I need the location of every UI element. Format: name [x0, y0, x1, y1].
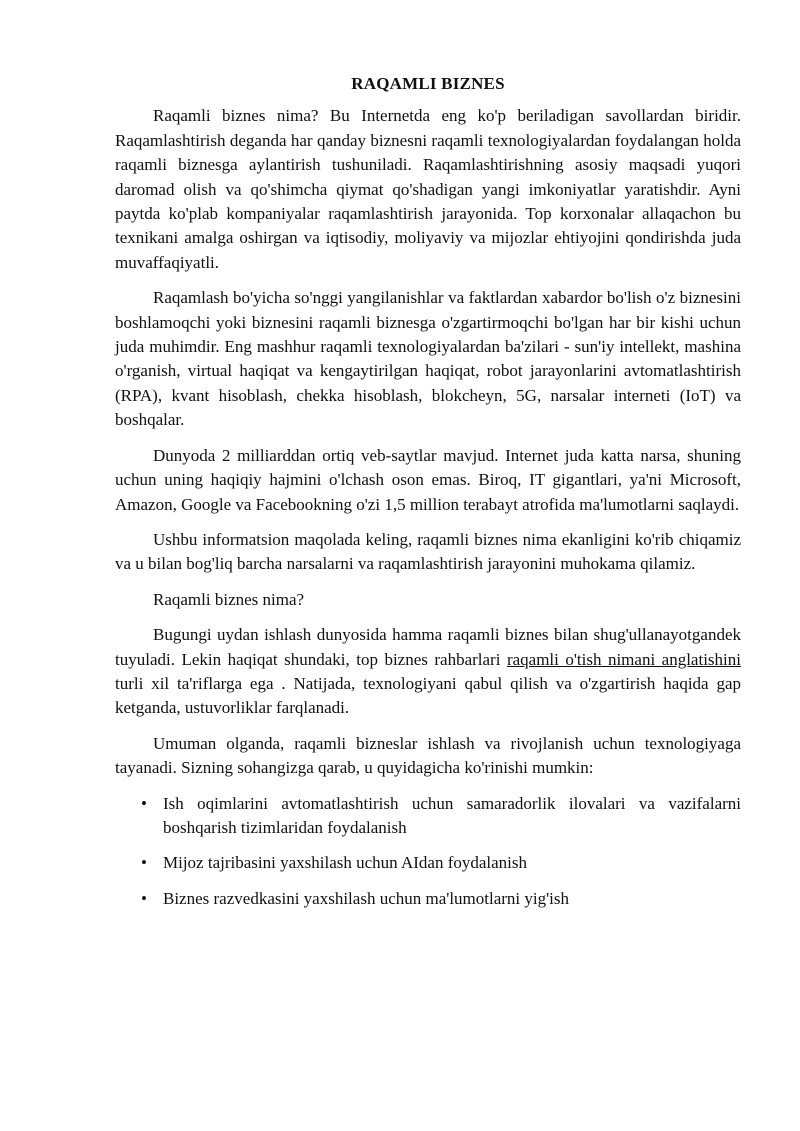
paragraph-intro: Raqamli biznes nima? Bu Internetda eng ko'p beriladigan savollardan biridir. Raqamlashtirish deganda har qanday biznesni raqamli texnologiyalardan foydalangan holda raqamli biznesga aylantirish tushuniladi. Raqamlashtirishning asosiy maqsadi yuqori daromad olish va qo'shimcha qiymat qo'shadigan yangi imkoniyatlar yaratishdir. Ayni paytda ko'plab kompaniyalar raqamlashtirish jarayonida. Top korxonalar allaqachon bu texnikani amalga oshirgan va iqtisodiy, moliyaviy va mijozlar ehtiyojini qondirishda juda muvaffaqiyatli.: [115, 106, 741, 272]
paragraph-technologies: Raqamlash bo'yicha so'nggi yangilanishlar va faktlardan xabardor bo'lish o'z biznesini boshlamoqchi yoki biznesini raqamli biznesga o'zgartirmoqchi bo'lgan har bir kishi uchun juda muhimdir. Eng mashhur raqamli texnologiyalardan ba'zilari - sun'iy intellekt, mashina o'rganish, virtual haqiqat va kengaytirilgan haqiqat, robot jarayonlarini avtomatlashtirish (RPA), kvant hisoblash, chekka hisoblash, blokcheyn, 5G, narsalar interneti (IoT) va boshqalar.: [115, 288, 741, 430]
paragraph-text-before-link: Bugungi uydan ishlash dunyosida hamma raqamli biznes bilan shug'ullanayotgandek tuyuladi. Lekin haqiqat shundaki, top biznes rahbarlari: [115, 625, 741, 669]
list-item: [115, 887, 741, 911]
bullet-list: [115, 792, 741, 912]
paragraph-text-after-link: turli xil ta'riflarga ega . Natijada, texnologiyani qabul qilish va o'zgartirish haqida gap ketganda, ustuvorliklar farqlanadi.: [115, 673, 741, 718]
document-page: [115, 72, 741, 922]
paragraph-article-purpose: Ushbu informatsion maqolada keling, raqamli biznes nima ekanligini ko'rib chiqamiz va u bilan bog'liq barcha narsalarni va raqamlashtirish jarayonini muhokama qilamiz.: [115, 529, 741, 574]
bullet-icon: •: [141, 853, 147, 873]
list-item: [115, 792, 741, 841]
digital-transition-link[interactable]: raqamli o'tish nimani anglatishini: [506, 649, 741, 669]
bullet-icon: •: [141, 793, 147, 813]
section-question: Raqamli biznes nima?: [153, 589, 305, 609]
paragraph-work-from-home: [115, 623, 741, 721]
document-title: RAQAMLI BIZNES: [351, 74, 505, 93]
paragraph-websites: Dunyoda 2 milliarddan ortiq veb-saytlar mavjud. Internet juda katta narsa, shuning uchun uning haqiqiy hajmini o'lchash oson emas. Biroq, IT gigantlari, ya'ni Microsoft, Amazon, Google va Facebookning o'zi 1,5 million terabayt atrofida ma'lumotlarni saqlaydi.: [115, 445, 741, 514]
list-item-text: Mijoz tajribasini yaxshilash uchun AIdan foydalanish: [163, 853, 528, 873]
bullet-icon: •: [141, 888, 147, 908]
list-item: [115, 851, 741, 875]
list-item-text: Biznes razvedkasini yaxshilash uchun ma'lumotlarni yig'ish: [163, 888, 570, 908]
paragraph-technology-reliance: Umuman olganda, raqamli bizneslar ishlash va rivojlanish uchun texnologiyaga tayanadi. Sizning sohangizga qarab, u quyidagicha ko'rinishi mumkin:: [115, 733, 741, 778]
list-item-text: Ish oqimlarini avtomatlashtirish uchun samaradorlik ilovalari va vazifalarni boshqarish tizimlaridan foydalanish: [163, 793, 741, 837]
